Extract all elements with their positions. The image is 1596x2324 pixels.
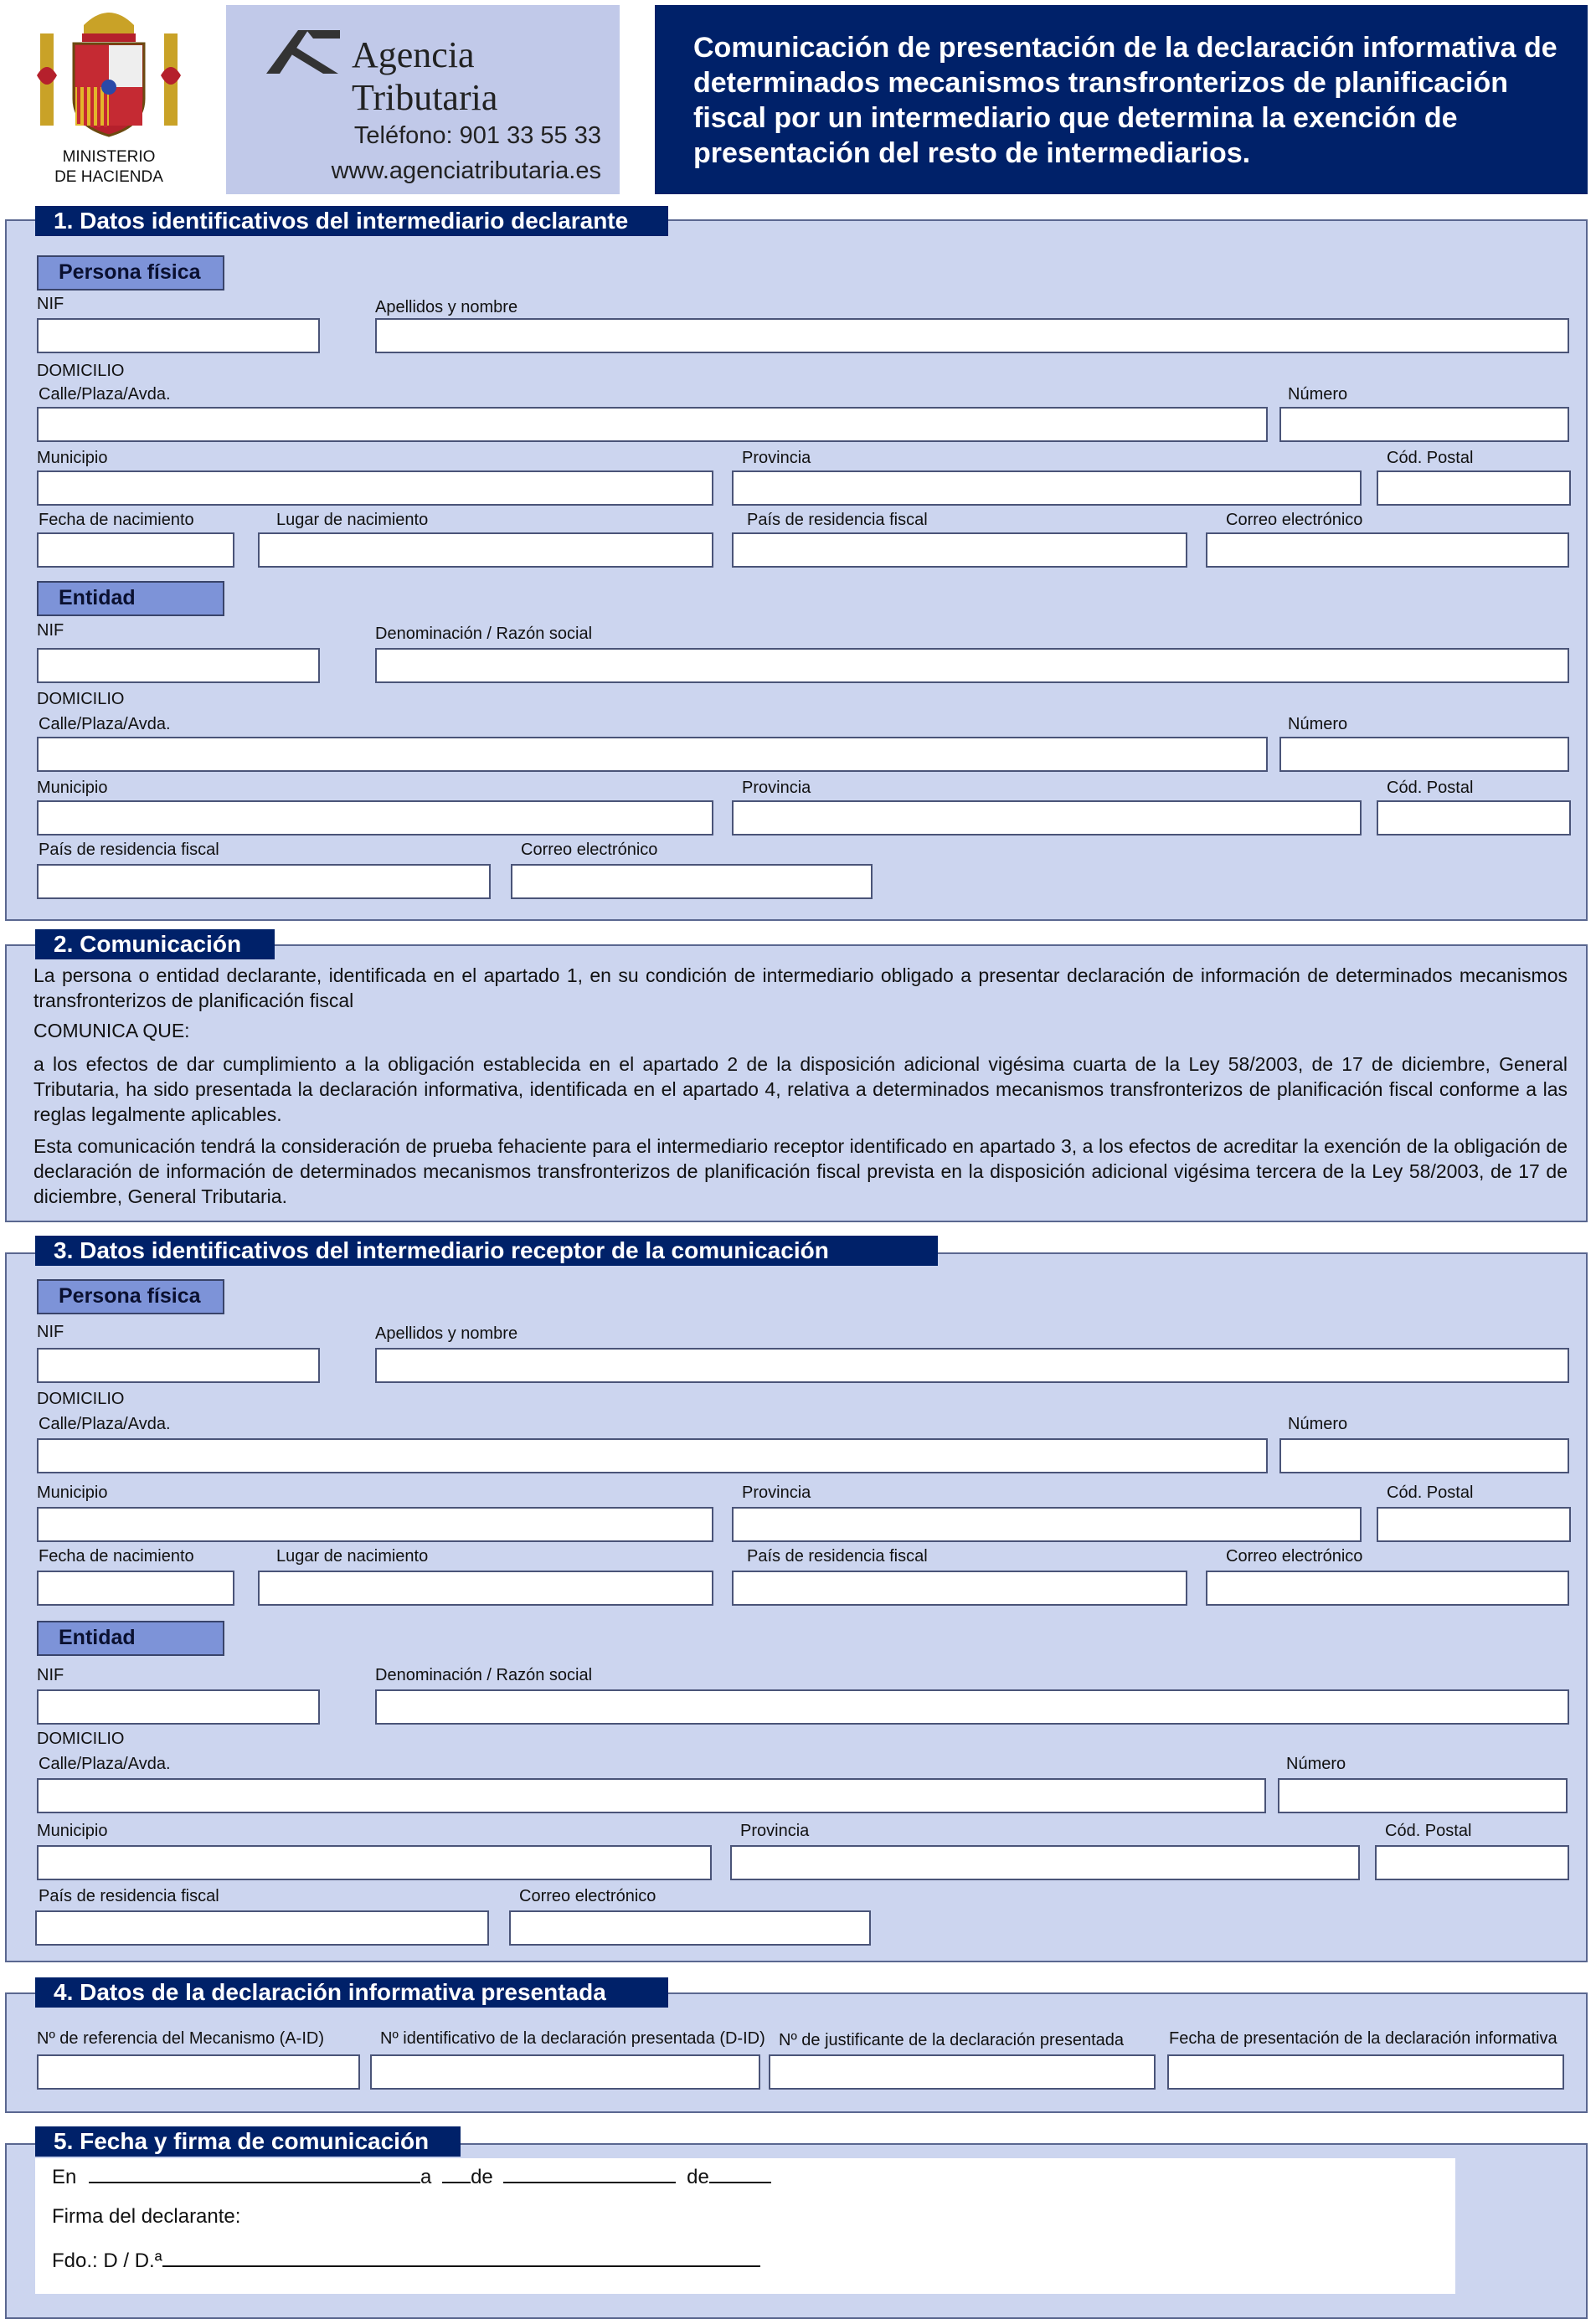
cod-postal-field[interactable]: [1377, 470, 1571, 506]
apellidos-field[interactable]: [375, 318, 1569, 353]
label-municipio: Municipio: [37, 449, 108, 467]
label-ref-mecanismo: Nº de referencia del Mecanismo (A-ID): [37, 2029, 324, 2048]
agencia-tributaria-logo-icon: [265, 27, 342, 77]
entidad-tag: Entidad: [37, 1621, 224, 1656]
comunica-que-label: COMUNICA QUE:: [33, 1020, 190, 1041]
persona-fisica-tag: Persona física: [37, 255, 224, 290]
numero-field[interactable]: [1279, 737, 1569, 772]
label-calle: Calle/Plaza/Avda.: [39, 1755, 171, 1773]
label-municipio: Municipio: [37, 1822, 108, 1840]
numero-field[interactable]: [1279, 1438, 1569, 1473]
numero-field[interactable]: [1279, 407, 1569, 442]
justificante-field[interactable]: [769, 2054, 1156, 2090]
label-domicilio: DOMICILIO: [37, 1730, 125, 1748]
label-fecha-presentacion: Fecha de presentación de la declaración informativa: [1169, 2029, 1557, 2048]
label-de-1: de: [471, 2166, 493, 2188]
label-cod-postal: Cód. Postal: [1387, 449, 1474, 467]
section-3-title: 3. Datos identificativos del intermediario receptor de la comunicación: [35, 1236, 938, 1266]
label-numero: Número: [1288, 1415, 1348, 1433]
label-id-declaracion: Nº identificativo de la declaración presentada (D-ID): [380, 2029, 765, 2048]
provincia-field[interactable]: [732, 470, 1362, 506]
comunicacion-paragraph-3: Esta comunicación tendrá la consideración de prueba fehaciente para el intermediario receptor identificado en apartado 3, a los efectos de acreditar la exención de la obligación de declaración de información de determinados mecanismos transfronterizos de planificación fiscal prevista en la disposición adicional vigésima tercera de la Ley 58/2003, de 17 de diciembre, General Tributaria.: [33, 1135, 1568, 1207]
label-pais-residencia: País de residencia fiscal: [747, 1547, 928, 1566]
municipio-field[interactable]: [37, 1507, 713, 1542]
label-firma-declarante: Firma del declarante:: [52, 2205, 241, 2228]
label-lugar-nacimiento: Lugar de nacimiento: [276, 511, 429, 529]
nif-field[interactable]: [37, 1689, 320, 1725]
section-2-title: 2. Comunicación: [35, 929, 275, 959]
fecha-lugar-line[interactable]: [52, 2163, 771, 2189]
calle-field[interactable]: [37, 1438, 1268, 1473]
label-de-2: de: [687, 2166, 709, 2188]
fecha-presentacion-field[interactable]: [1167, 2054, 1564, 2090]
label-nif: NIF: [37, 1666, 64, 1684]
pais-residencia-field[interactable]: [732, 532, 1187, 568]
ministry-line-2: DE HACIENDA: [54, 168, 163, 186]
label-provincia: Provincia: [742, 1483, 811, 1502]
numero-field[interactable]: [1278, 1778, 1568, 1813]
fdo-line[interactable]: [52, 2247, 760, 2273]
label-nif: NIF: [37, 295, 64, 313]
municipio-field[interactable]: [37, 800, 713, 836]
section-4-title: 4. Datos de la declaración informativa presentada: [35, 1977, 668, 2008]
label-cod-postal: Cód. Postal: [1385, 1822, 1472, 1840]
label-calle: Calle/Plaza/Avda.: [39, 715, 171, 733]
calle-field[interactable]: [37, 1778, 1266, 1813]
label-pais-residencia: País de residencia fiscal: [39, 841, 219, 859]
label-cod-postal: Cód. Postal: [1387, 1483, 1474, 1502]
label-fdo: Fdo.: D / D.ª: [52, 2249, 162, 2272]
correo-field[interactable]: [509, 1910, 871, 1946]
pais-residencia-field[interactable]: [732, 1571, 1187, 1606]
label-denominacion: Denominación / Razón social: [375, 1666, 593, 1684]
label-nif: NIF: [37, 621, 64, 640]
comunicacion-paragraph-2: a los efectos de dar cumplimiento a la obligación establecida en el apartado 2 de la disposición adicional vigésima cuarta de la Ley 58/2003, de 17 de diciembre, General Tributaria, ha sido presentada la declaración informativa, identificada en el apartado 4, relativa a determinados mecanismos transfronterizos de planificación fiscal conforme a las reglas legalmente aplicables.: [33, 1053, 1568, 1125]
label-domicilio: DOMICILIO: [37, 690, 125, 708]
label-correo: Correo electrónico: [1226, 1547, 1363, 1566]
correo-field[interactable]: [1206, 1571, 1569, 1606]
fecha-nacimiento-field[interactable]: [37, 1571, 234, 1606]
lugar-blank[interactable]: [89, 2163, 420, 2183]
section-1-title: 1. Datos identificativos del intermediario declarante: [35, 206, 668, 236]
agency-website[interactable]: www.agenciatributaria.es: [331, 157, 601, 184]
label-provincia: Provincia: [740, 1822, 810, 1840]
denominacion-field[interactable]: [375, 648, 1569, 683]
label-municipio: Municipio: [37, 1483, 108, 1502]
provincia-field[interactable]: [732, 800, 1362, 836]
denominacion-field[interactable]: [375, 1689, 1569, 1725]
label-correo: Correo electrónico: [519, 1887, 656, 1905]
comunicacion-paragraph-1: La persona o entidad declarante, identificada en el apartado 1, en su condición de intermediario obligado a presentar declaración de información de determinados mecanismos transfronterizos de planificación fiscal: [33, 964, 1568, 1011]
label-provincia: Provincia: [742, 779, 811, 797]
id-declaracion-field[interactable]: [370, 2054, 760, 2090]
ref-mecanismo-field[interactable]: [37, 2054, 360, 2090]
cod-postal-field[interactable]: [1377, 1507, 1571, 1542]
label-apellidos: Apellidos y nombre: [375, 298, 518, 316]
form-title-box: [655, 5, 1588, 194]
label-justificante: Nº de justificante de la declaración presentada: [779, 2031, 1125, 2049]
label-lugar-nacimiento: Lugar de nacimiento: [276, 1547, 429, 1566]
label-en: En: [52, 2166, 77, 2188]
label-calle: Calle/Plaza/Avda.: [39, 1415, 171, 1433]
municipio-field[interactable]: [37, 470, 713, 506]
ministry-emblem: [33, 0, 184, 193]
lugar-nacimiento-field[interactable]: [258, 532, 713, 568]
nif-field[interactable]: [37, 1348, 320, 1383]
label-numero: Número: [1286, 1755, 1346, 1773]
label-pais-residencia: País de residencia fiscal: [39, 1887, 219, 1905]
provincia-field[interactable]: [732, 1507, 1362, 1542]
municipio-field[interactable]: [37, 1845, 712, 1880]
persona-fisica-tag: Persona física: [37, 1279, 224, 1314]
label-fecha-nacimiento: Fecha de nacimiento: [39, 511, 194, 529]
cod-postal-field[interactable]: [1377, 800, 1571, 836]
label-denominacion: Denominación / Razón social: [375, 625, 593, 643]
provincia-field[interactable]: [730, 1845, 1360, 1880]
label-pais-residencia: País de residencia fiscal: [747, 511, 928, 529]
correo-field[interactable]: [511, 864, 873, 899]
fecha-nacimiento-field[interactable]: [37, 532, 234, 568]
agency-phone: Teléfono: 901 33 55 33: [353, 122, 601, 149]
cod-postal-field[interactable]: [1375, 1845, 1569, 1880]
entidad-tag: Entidad: [37, 581, 224, 616]
agency-header-box: [226, 5, 620, 194]
label-calle: Calle/Plaza/Avda.: [39, 385, 171, 404]
nif-field[interactable]: [37, 318, 320, 353]
nif-field[interactable]: [37, 648, 320, 683]
label-fecha-nacimiento: Fecha de nacimiento: [39, 1547, 194, 1566]
dia-blank[interactable]: [442, 2163, 471, 2183]
pais-residencia-field[interactable]: [37, 864, 491, 899]
lugar-nacimiento-field[interactable]: [258, 1571, 713, 1606]
pais-residencia-field[interactable]: [35, 1910, 489, 1946]
label-municipio: Municipio: [37, 779, 108, 797]
ministry-line-1: MINISTERIO: [62, 148, 156, 166]
label-domicilio: DOMICILIO: [37, 362, 125, 380]
label-domicilio: DOMICILIO: [37, 1390, 125, 1408]
section-4-declaracion: [5, 1992, 1588, 2113]
nombre-firmante-blank[interactable]: [162, 2247, 760, 2267]
label-a: a: [420, 2166, 432, 2188]
label-provincia: Provincia: [742, 449, 811, 467]
label-numero: Número: [1288, 385, 1348, 404]
label-apellidos: Apellidos y nombre: [375, 1324, 518, 1343]
label-cod-postal: Cód. Postal: [1387, 779, 1474, 797]
apellidos-field[interactable]: [375, 1348, 1569, 1383]
correo-field[interactable]: [1206, 532, 1569, 568]
calle-field[interactable]: [37, 407, 1268, 442]
label-numero: Número: [1288, 715, 1348, 733]
form-title: Comunicación de presentación de la declaración informativa de determinados mecanismos transfronterizos de planificación fiscal por un intermediario que determina la exención de presentación del resto de intermediarios.: [693, 32, 1557, 169]
anio-blank[interactable]: [709, 2163, 771, 2183]
section-5-title: 5. Fecha y firma de comunicación: [35, 2126, 461, 2157]
mes-blank[interactable]: [503, 2163, 676, 2183]
label-correo: Correo electrónico: [1226, 511, 1363, 529]
agency-name: Agencia Tributaria: [352, 34, 498, 118]
coat-of-arms-icon: [33, 0, 184, 147]
label-correo: Correo electrónico: [521, 841, 658, 859]
calle-field[interactable]: [37, 737, 1268, 772]
label-nif: NIF: [37, 1323, 64, 1341]
